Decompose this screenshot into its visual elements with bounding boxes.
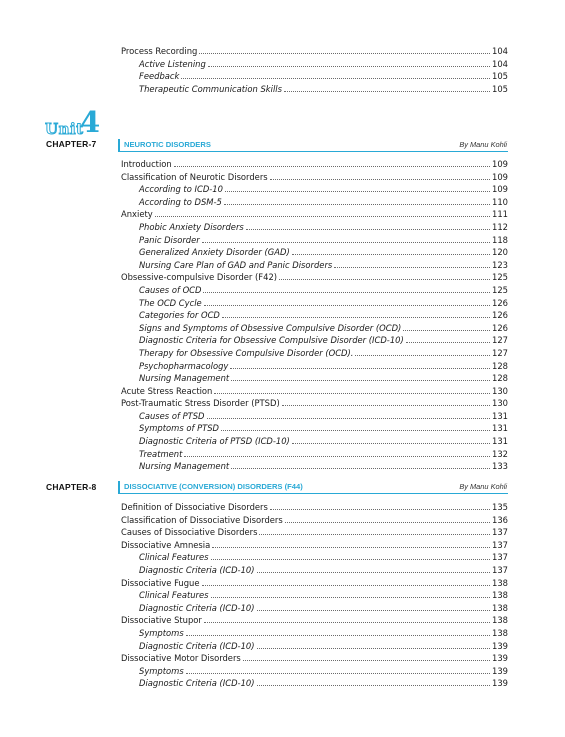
toc-entry — [121, 589, 508, 602]
toc-entry-title: Categories for OCD — [139, 310, 220, 321]
dot-leader — [202, 234, 490, 243]
dot-leader — [186, 665, 490, 674]
toc-entry — [121, 297, 508, 310]
toc-entry-title: Clinical Features — [139, 590, 209, 601]
dot-leader — [292, 246, 490, 255]
toc-entry-title: Dissociative Stupor — [121, 615, 202, 626]
dot-leader — [184, 448, 490, 457]
toc-list-unit3-tail — [121, 45, 508, 95]
toc-entry — [121, 347, 508, 360]
dot-leader — [212, 539, 490, 548]
dot-leader — [155, 208, 490, 217]
toc-entry-title: Signs and Symptoms of Obsessive Compulsive Disorder (OCD) — [139, 322, 402, 333]
dot-leader — [221, 422, 490, 431]
toc-entry-title: Phobic Anxiety Disorders — [139, 221, 244, 232]
toc-entry-page: 109 — [492, 159, 508, 169]
toc-entry-title: Treatment — [139, 448, 183, 459]
toc-entry — [121, 435, 508, 448]
toc-entry — [121, 171, 508, 184]
dot-leader — [243, 652, 490, 661]
chapter-author: By Manu Kohli — [459, 482, 507, 491]
dot-leader — [285, 514, 490, 523]
toc-entry-title: Nursing Management — [139, 461, 230, 472]
toc-list-chapter-7 — [121, 158, 508, 473]
toc-entry-title: Dissociative Amnesia — [121, 539, 211, 550]
toc-entry-page: 111 — [492, 209, 508, 220]
toc-entry — [121, 665, 508, 678]
toc-entry-title: Dissociative Motor Disorders — [121, 653, 241, 664]
toc-entry — [121, 309, 508, 322]
dot-leader — [279, 271, 490, 280]
chapter-label: CHAPTER-7 — [46, 139, 97, 149]
toc-entry-page: 138 — [492, 602, 508, 613]
toc-entry-page: 136 — [492, 514, 508, 525]
toc-entry-title: Therapeutic Communication Skills — [139, 83, 282, 94]
toc-entry-page: 137 — [492, 564, 508, 575]
toc-entry-page: 130 — [492, 398, 508, 409]
toc-entry — [121, 334, 508, 347]
dot-leader — [222, 309, 490, 318]
toc-entry-page: 130 — [492, 385, 508, 396]
toc-entry-title: Acute Stress Reaction — [121, 385, 213, 396]
toc-entry-page: 126 — [492, 322, 508, 333]
toc-entry-title: Symptoms — [139, 627, 184, 638]
toc-entry-page: 138 — [492, 615, 508, 626]
toc-entry-title: Introduction — [121, 159, 172, 169]
toc-entry — [121, 564, 508, 577]
toc-entry-page: 126 — [492, 310, 508, 321]
toc-entry-page: 131 — [492, 410, 508, 421]
toc-entry-page: 105 — [492, 83, 508, 94]
dot-leader — [214, 385, 490, 394]
toc-entry-page: 123 — [492, 259, 508, 270]
toc-entry-page: 127 — [492, 347, 508, 358]
toc-entry-title: Anxiety — [121, 209, 153, 220]
toc-entry-page: 112 — [492, 221, 508, 232]
toc-entry — [121, 422, 508, 435]
toc-entry — [121, 652, 508, 665]
toc-entry-page: 135 — [492, 502, 508, 512]
toc-entry — [121, 360, 508, 373]
dot-leader — [199, 45, 490, 54]
dot-leader — [334, 259, 490, 268]
toc-entry-title: The OCD Cycle — [139, 297, 202, 308]
toc-entry-page: 104 — [492, 46, 508, 56]
toc-entry — [121, 271, 508, 284]
chapter-author: By Manu Kohli — [459, 140, 507, 149]
toc-entry-title: Causes of Dissociative Disorders — [121, 527, 258, 538]
toc-entry-title: Causes of PTSD — [139, 410, 205, 421]
toc-entry-title: Generalized Anxiety Disorder (GAD) — [139, 247, 290, 258]
toc-entry — [121, 45, 508, 58]
toc-entry-page: 127 — [492, 335, 508, 346]
toc-entry-title: Definition of Dissociative Disorders — [121, 502, 268, 512]
toc-entry — [121, 460, 508, 473]
toc-entry-title: Obsessive-compulsive Disorder (F42) — [121, 272, 278, 283]
chapter-title-bar — [118, 139, 508, 152]
toc-entry-title: Diagnostic Criteria for Obsessive Compulsive Disorder (ICD-10) — [139, 335, 404, 346]
toc-entry — [121, 614, 508, 627]
unit-number: 4 — [80, 105, 101, 139]
dot-leader — [257, 564, 491, 573]
dot-leader — [246, 221, 490, 230]
dot-leader — [174, 158, 490, 167]
dot-leader — [259, 526, 490, 535]
toc-entry — [121, 577, 508, 590]
dot-leader — [208, 58, 490, 67]
toc-entry — [121, 246, 508, 259]
toc-entry-page: 125 — [492, 284, 508, 295]
toc-entry-title: Diagnostic Criteria (ICD-10) — [139, 678, 255, 689]
toc-entry — [121, 372, 508, 385]
toc-entry-title: Symptoms of PTSD — [139, 423, 220, 434]
toc-entry — [121, 410, 508, 423]
toc-entry-title: Classification of Dissociative Disorders — [121, 514, 283, 525]
toc-entry-title: Symptoms — [139, 665, 184, 676]
toc-entry-title: Panic Disorder — [139, 234, 200, 245]
toc-entry-page: 137 — [492, 552, 508, 563]
toc-entry-title: According to DSM-5 — [139, 196, 222, 207]
chapter-title: DISSOCIATIVE (CONVERSION) DISORDERS (F44) — [124, 482, 303, 491]
toc-entry — [121, 259, 508, 272]
toc-entry-page: 118 — [492, 234, 508, 245]
toc-entry — [121, 183, 508, 196]
chapter-title-bar — [118, 481, 508, 494]
toc-entry-page: 105 — [492, 71, 508, 82]
toc-entry-title: According to ICD-10 — [139, 184, 223, 195]
toc-entry-page: 109 — [492, 171, 508, 182]
dot-leader — [203, 284, 490, 293]
dot-leader — [406, 334, 490, 343]
toc-entry-title: Nursing Management — [139, 373, 230, 384]
dot-leader — [282, 397, 490, 406]
toc-list-chapter-8 — [121, 501, 508, 690]
toc-entry-page: 138 — [492, 590, 508, 601]
dot-leader — [224, 196, 490, 205]
dot-leader — [211, 551, 490, 560]
toc-entry-page: 132 — [492, 448, 508, 459]
dot-leader — [207, 410, 491, 419]
toc-entry — [121, 526, 508, 539]
dot-leader — [270, 171, 490, 180]
dot-leader — [204, 614, 490, 623]
toc-entry-title: Nursing Care Plan of GAD and Panic Disorders — [139, 259, 333, 270]
toc-entry-page: 139 — [492, 678, 508, 689]
unit-heading — [45, 105, 115, 139]
toc-entry-title: Classification of Neurotic Disorders — [121, 171, 268, 182]
toc-entry — [121, 397, 508, 410]
toc-entry — [121, 677, 508, 690]
toc-entry-page: 139 — [492, 640, 508, 651]
toc-entry-title: Dissociative Fugue — [121, 577, 200, 588]
dot-leader — [257, 602, 491, 611]
toc-entry-page: 139 — [492, 653, 508, 664]
toc-entry-title: Diagnostic Criteria (ICD-10) — [139, 564, 255, 575]
toc-entry-page: 131 — [492, 436, 508, 447]
dot-leader — [270, 501, 490, 510]
dot-leader — [231, 460, 490, 469]
toc-entry — [121, 551, 508, 564]
chapter-label: CHAPTER-8 — [46, 482, 97, 492]
toc-entry — [121, 196, 508, 209]
toc-entry-page: 137 — [492, 527, 508, 538]
toc-entry — [121, 627, 508, 640]
dot-leader — [257, 640, 491, 649]
dot-leader — [211, 589, 490, 598]
toc-entry-title: Diagnostic Criteria of PTSD (ICD-10) — [139, 436, 290, 447]
toc-entry — [121, 640, 508, 653]
toc-entry-page: 137 — [492, 539, 508, 550]
toc-entry-page: 126 — [492, 297, 508, 308]
toc-entry — [121, 158, 508, 171]
dot-leader — [230, 360, 490, 369]
toc-entry-page: 128 — [492, 360, 508, 371]
toc-entry — [121, 221, 508, 234]
dot-leader — [231, 372, 490, 381]
dot-leader — [403, 322, 490, 331]
chapter-title: NEUROTIC DISORDERS — [124, 140, 211, 149]
toc-entry-page: 109 — [492, 184, 508, 195]
toc-entry — [121, 284, 508, 297]
toc-entry-title: Active Listening — [139, 58, 206, 69]
dot-leader — [202, 577, 490, 586]
toc-entry — [121, 501, 508, 514]
toc-entry-title: Therapy for Obsessive Compulsive Disorder (OCD). — [139, 347, 354, 358]
toc-entry-title: Psychopharmacology — [139, 360, 229, 371]
dot-leader — [186, 627, 490, 636]
dot-leader — [284, 83, 490, 92]
toc-entry-page: 120 — [492, 247, 508, 258]
dot-leader — [257, 677, 491, 686]
toc-entry — [121, 514, 508, 527]
toc-entry-title: Diagnostic Criteria (ICD-10) — [139, 602, 255, 613]
toc-entry — [121, 70, 508, 83]
toc-entry-page: 138 — [492, 627, 508, 638]
dot-leader — [292, 435, 490, 444]
toc-entry-page: 110 — [492, 196, 508, 207]
toc-entry — [121, 234, 508, 247]
toc-entry-page: 104 — [492, 58, 508, 69]
dot-leader — [204, 297, 490, 306]
toc-entry — [121, 539, 508, 552]
toc-entry — [121, 448, 508, 461]
toc-entry-title: Process Recording — [121, 46, 198, 56]
unit-word: Unit — [45, 120, 84, 138]
dot-leader — [181, 70, 490, 79]
toc-entry-page: 133 — [492, 461, 508, 472]
dot-leader — [225, 183, 490, 192]
toc-entry-title: Clinical Features — [139, 552, 209, 563]
toc-entry — [121, 322, 508, 335]
toc-entry — [121, 58, 508, 71]
toc-entry — [121, 385, 508, 398]
toc-entry — [121, 208, 508, 221]
toc-entry — [121, 602, 508, 615]
toc-entry-title: Causes of OCD — [139, 284, 202, 295]
toc-entry-page: 138 — [492, 577, 508, 588]
toc-entry — [121, 83, 508, 96]
toc-entry-title: Post-Traumatic Stress Disorder (PTSD) — [121, 398, 280, 409]
toc-entry-page: 139 — [492, 665, 508, 676]
toc-entry-page: 131 — [492, 423, 508, 434]
toc-entry-page: 128 — [492, 373, 508, 384]
toc-entry-title: Diagnostic Criteria (ICD-10) — [139, 640, 255, 651]
dot-leader — [355, 347, 490, 356]
toc-entry-page: 125 — [492, 272, 508, 283]
toc-entry-title: Feedback — [139, 71, 180, 82]
